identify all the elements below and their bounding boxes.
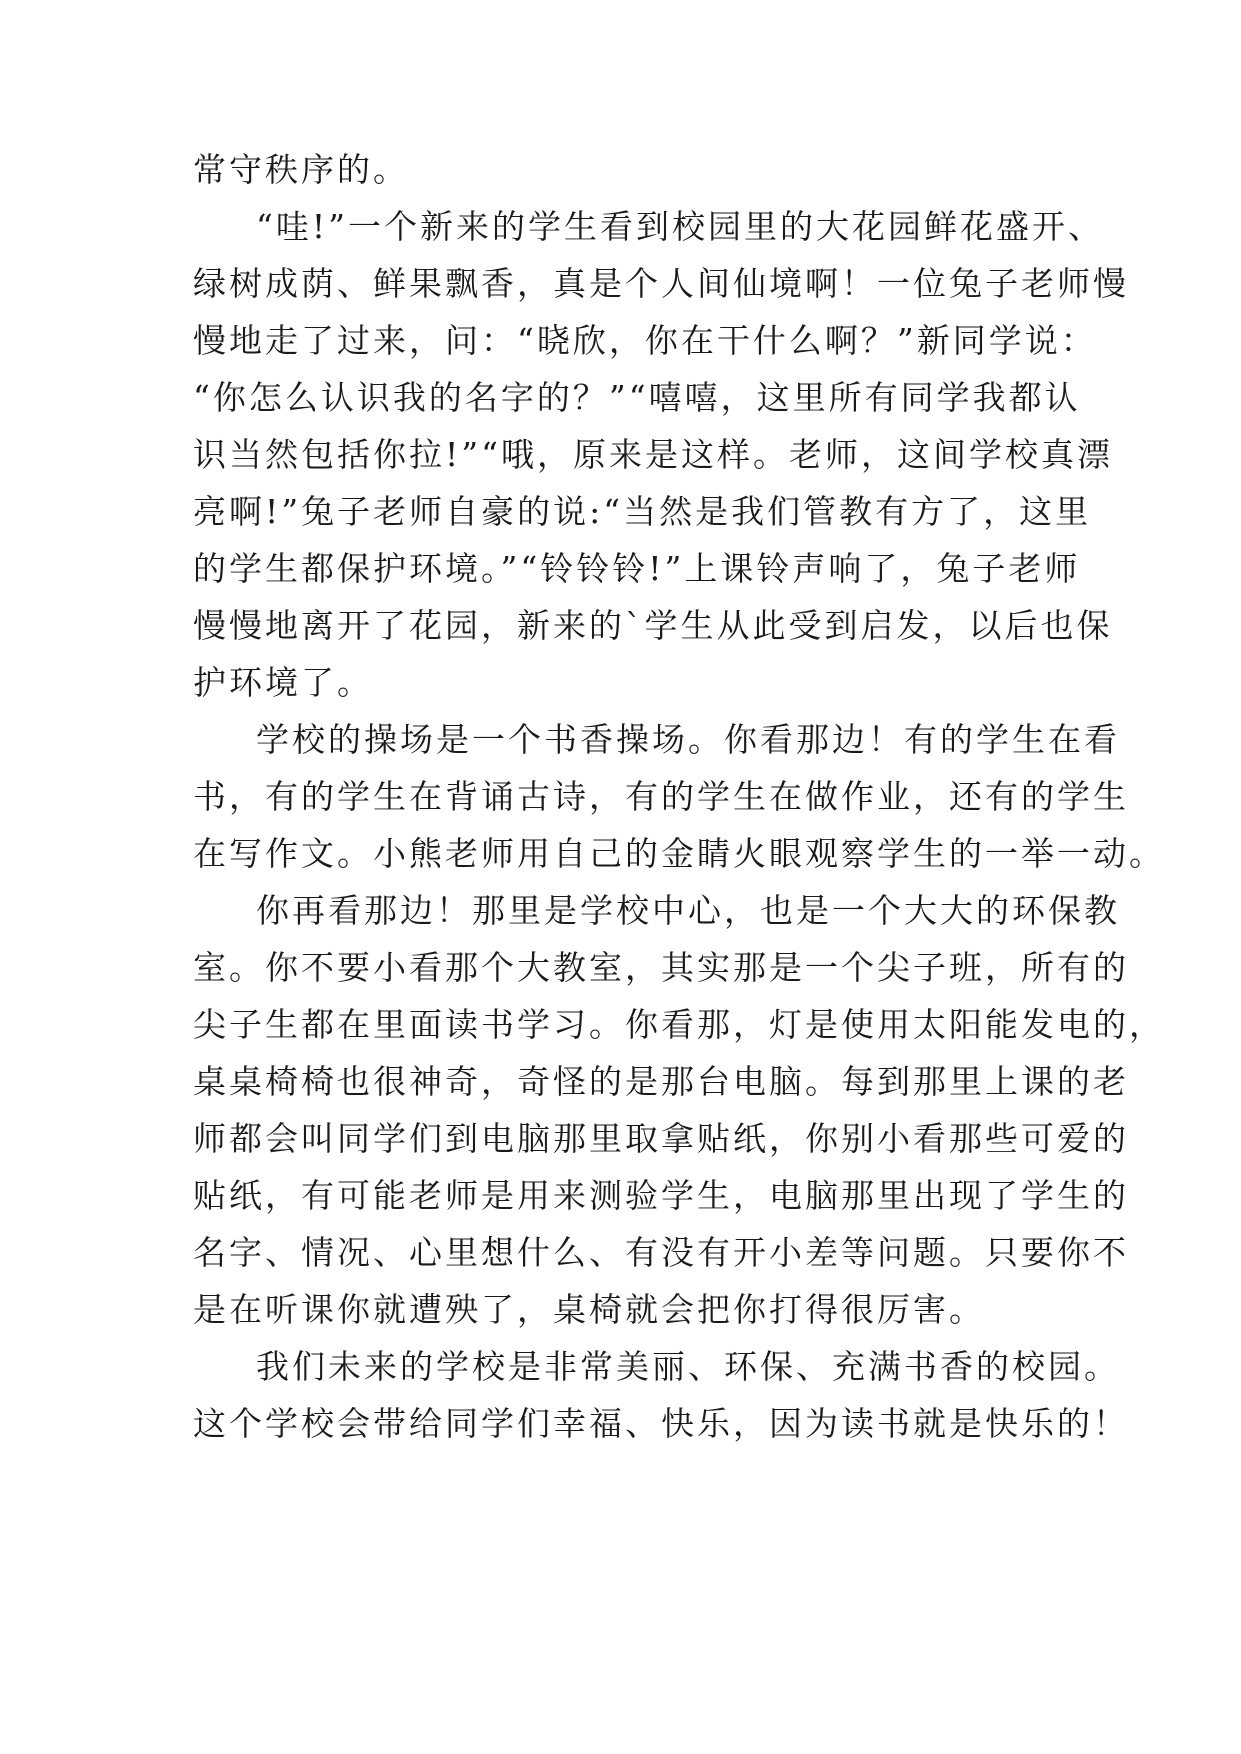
text-line: 桌桌椅椅也很神奇，奇怪的是那台电脑。每到那里上课的老 — [193, 1062, 1129, 1101]
text-line: 亮啊!”兔子老师自豪的说:“当然是我们管教有方了，这里 — [193, 492, 1092, 531]
text-line: 慢慢地离开了花园，新来的`学生从此受到启发，以后也保 — [193, 606, 1113, 645]
text-line: 这个学校会带给同学们幸福、快乐，因为读书就是快乐的！ — [193, 1404, 1129, 1443]
text-line: 学校的操场是一个书香操场。你看那边！有的学生在看 — [256, 720, 1120, 759]
text-line: 你再看那边！那里是学校中心，也是一个大大的环保教 — [256, 891, 1120, 930]
text-line: 名字、情况、心里想什么、有没有开小差等问题。只要你不 — [193, 1233, 1129, 1272]
text-line: 识当然包括你拉!”“哦，原来是这样。老师，这间学校真漂 — [193, 435, 1114, 474]
text-line: 室。你不要小看那个大教室，其实那是一个尖子班，所有的 — [193, 948, 1129, 987]
text-line: 师都会叫同学们到电脑那里取拿贴纸，你别小看那些可爱的 — [193, 1119, 1129, 1158]
text-line: 常守秩序的。 — [193, 150, 409, 189]
text-line: “你怎么认识我的名字的？”“嘻嘻，这里所有同学我都认 — [193, 378, 1081, 417]
text-line: 护环境了。 — [193, 663, 373, 702]
text-line: 尖子生都在里面读书学习。你看那，灯是使用太阳能发电的， — [193, 1005, 1165, 1044]
text-line: 的学生都保护环境。”“铃铃铃!”上课铃声响了，兔子老师 — [193, 549, 1081, 588]
text-line: “哇!”一个新来的学生看到校园里的大花园鲜花盛开、 — [256, 207, 1105, 246]
text-line: 慢地走了过来，问：“晓欣，你在干什么啊？”新同学说： — [193, 321, 1097, 360]
text-line: 书，有的学生在背诵古诗，有的学生在做作业，还有的学生 — [193, 777, 1129, 816]
text-line: 贴纸，有可能老师是用来测验学生，电脑那里出现了学生的 — [193, 1176, 1129, 1215]
text-line: 我们未来的学校是非常美丽、环保、充满书香的校园。 — [256, 1347, 1120, 1386]
text-line: 在写作文。小熊老师用自己的金睛火眼观察学生的一举一动。 — [193, 834, 1165, 873]
text-line: 是在听课你就遭殃了，桌椅就会把你打得很厉害。 — [193, 1290, 985, 1329]
text-line: 绿树成荫、鲜果飘香，真是个人间仙境啊！一位兔子老师慢 — [193, 264, 1129, 303]
